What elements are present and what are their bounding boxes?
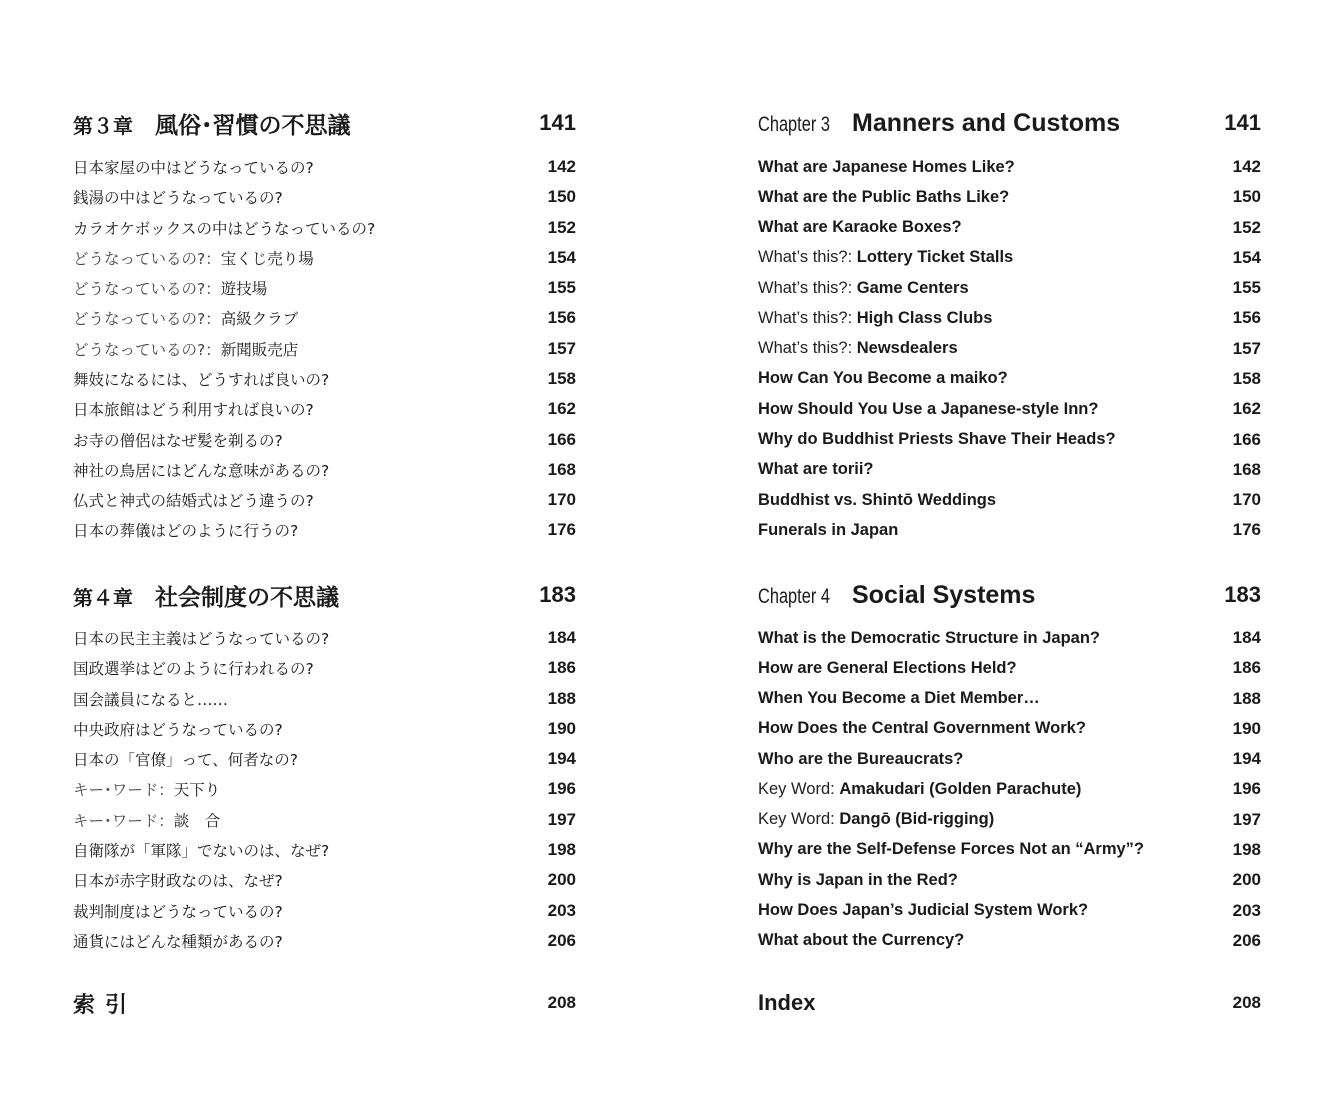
entry-title <box>73 429 283 451</box>
toc-entry[interactable] <box>73 774 576 804</box>
entry-title <box>73 869 283 891</box>
entry-page-number: 194 <box>547 749 576 769</box>
entry-page-number: 196 <box>1232 779 1261 799</box>
entry-prefix: Key Word: <box>758 779 840 798</box>
entry-page-number: 197 <box>1232 809 1261 829</box>
entry-page-number: 203 <box>547 900 576 920</box>
entry-title <box>73 519 298 541</box>
entry-text: 自衛隊が「軍隊」でないのは、なぜ? <box>73 841 330 860</box>
entry-page-number: 158 <box>1232 368 1261 388</box>
entry-page-number: 176 <box>547 520 576 540</box>
toc-entry[interactable] <box>758 334 1261 364</box>
entry-text: What are torii? <box>758 460 874 479</box>
toc-entry[interactable] <box>758 684 1261 714</box>
chapter-number: Chapter 4 <box>758 584 830 608</box>
entry-text: How Can You Become a maiko? <box>758 369 1008 388</box>
toc-entry[interactable] <box>73 926 576 956</box>
entry-page-number: 162 <box>547 399 576 419</box>
toc-entry[interactable] <box>758 865 1261 895</box>
entry-page-number: 188 <box>1232 688 1261 708</box>
toc-entry[interactable] <box>758 152 1261 182</box>
entry-title <box>758 218 962 237</box>
entry-text: Newsdealers <box>856 339 958 358</box>
chapter-page-number: 141 <box>1224 110 1261 135</box>
entry-prefix: どうなっているの?： <box>73 280 221 299</box>
entry-title <box>758 780 1081 799</box>
entry-page-number: 142 <box>547 157 576 177</box>
entry-prefix: What’s this?: <box>758 248 857 267</box>
entry-prefix: どうなっているの?： <box>73 249 221 268</box>
index-heading <box>758 986 1261 1020</box>
toc-entry[interactable] <box>73 394 576 424</box>
entry-prefix: Key Word: <box>758 810 840 829</box>
entry-page-number: 157 <box>1232 338 1261 358</box>
toc-entry[interactable] <box>758 623 1261 653</box>
entry-text: 中央政府はどうなっているの? <box>73 720 283 739</box>
toc-entry[interactable] <box>758 774 1261 804</box>
toc-entry[interactable] <box>73 424 576 454</box>
entry-title <box>73 368 329 390</box>
toc-entry[interactable] <box>73 714 576 744</box>
toc-entry[interactable] <box>73 303 576 333</box>
entry-text: Why are the Self-Defense Forces Not an “Army”? <box>758 840 1145 859</box>
entry-text: 宝くじ売り場 <box>220 249 314 268</box>
entry-title <box>73 900 283 922</box>
entry-page-number: 152 <box>1232 217 1261 237</box>
entry-title <box>73 186 283 208</box>
entry-page-number: 190 <box>1232 718 1261 738</box>
entry-page-number: 188 <box>547 688 576 708</box>
chapter-4-entries <box>758 623 1261 956</box>
index-title: Index <box>758 990 816 1015</box>
entry-text: High Class Clubs <box>856 308 993 327</box>
entry-title <box>73 778 220 800</box>
toc-entry[interactable] <box>73 805 576 835</box>
entry-page-number: 154 <box>547 247 576 267</box>
entry-text: 舞妓になるには、どうすれば良いの? <box>73 370 330 389</box>
chapter-number: Chapter 3 <box>758 112 830 136</box>
entry-page-number: 156 <box>547 308 576 328</box>
entry-text: 神社の鳥居にはどんな意味があるの? <box>73 461 330 480</box>
toc-entry[interactable] <box>758 455 1261 485</box>
entry-prefix: What’s this?: <box>758 308 857 327</box>
entry-text: What is the Democratic Structure in Japan? <box>758 628 1100 647</box>
entry-page-number: 200 <box>1232 870 1261 890</box>
entry-title <box>758 369 1008 388</box>
entry-page-number: 186 <box>547 658 576 678</box>
entry-title <box>758 750 963 769</box>
entry-prefix: What’s this?: <box>758 339 857 358</box>
entry-title <box>73 459 329 481</box>
entry-title <box>73 277 267 299</box>
toc-entry[interactable] <box>758 243 1261 273</box>
toc-entry[interactable] <box>73 623 576 653</box>
entry-title <box>73 307 298 329</box>
entry-text: 談 合 <box>173 811 221 830</box>
entry-text: Dangō (Bid-rigging) <box>839 810 995 829</box>
entry-page-number: 168 <box>1232 459 1261 479</box>
index-page-number: 208 <box>547 993 576 1012</box>
entry-page-number: 176 <box>1232 520 1261 540</box>
entry-text: What are Karaoke Boxes? <box>758 218 962 237</box>
toc-entry[interactable] <box>758 424 1261 454</box>
entry-page-number: 158 <box>547 368 576 388</box>
entry-title <box>758 339 958 358</box>
chapter-number: 第３章 <box>73 113 133 138</box>
entry-text: How are General Elections Held? <box>758 658 1017 677</box>
toc-entry[interactable] <box>73 364 576 394</box>
toc-entry[interactable] <box>73 684 576 714</box>
entry-text: 日本旅館はどう利用すれば良いの? <box>73 401 314 420</box>
toc-entry[interactable] <box>758 394 1261 424</box>
chapter-title: 風俗･習慣の不思議 <box>155 112 351 139</box>
chapter-3-heading <box>758 106 1261 140</box>
entry-page-number: 206 <box>1232 930 1261 950</box>
chapter-page-number: 183 <box>1224 582 1261 607</box>
toc-entry[interactable] <box>73 243 576 273</box>
entry-text: How Should You Use a Japanese-style Inn? <box>758 399 1099 418</box>
entry-text: 仏式と神式の結婚式はどう違うの? <box>73 492 314 511</box>
entry-text: カラオケボックスの中はどうなっているの? <box>73 219 376 238</box>
entry-page-number: 170 <box>1232 490 1261 510</box>
entry-title <box>73 748 298 770</box>
entry-text: 国会議員になると…… <box>73 690 229 709</box>
toc-entry[interactable] <box>73 515 576 545</box>
entry-title <box>758 158 1015 177</box>
entry-title <box>758 309 992 328</box>
toc-entry[interactable] <box>73 835 576 865</box>
entry-title <box>73 627 329 649</box>
toc-entry[interactable] <box>758 364 1261 394</box>
entry-text: When You Become a Diet Member… <box>758 689 1040 708</box>
entry-text: What are Japanese Homes Like? <box>758 157 1015 176</box>
toc-entry[interactable] <box>73 182 576 212</box>
entry-text: 日本が赤字財政なのは、なぜ? <box>73 872 283 891</box>
index-page-number: 208 <box>1232 993 1261 1012</box>
entry-page-number: 166 <box>1232 429 1261 449</box>
entry-title <box>758 840 1144 859</box>
entry-title <box>73 338 298 360</box>
entry-text: What about the Currency? <box>758 931 965 950</box>
entry-prefix: What’s this?: <box>758 278 857 297</box>
entry-prefix: どうなっているの?： <box>73 310 221 329</box>
entry-title <box>758 659 1017 678</box>
toc-entry[interactable] <box>758 515 1261 545</box>
toc-entry[interactable] <box>73 455 576 485</box>
chapter-4-heading <box>73 578 576 612</box>
toc-entry[interactable] <box>73 213 576 243</box>
entry-title <box>73 489 314 511</box>
entry-page-number: 155 <box>547 278 576 298</box>
entry-page-number: 154 <box>1232 247 1261 267</box>
entry-page-number: 150 <box>547 187 576 207</box>
entry-page-number: 150 <box>1232 187 1261 207</box>
entry-text: What are the Public Baths Like? <box>758 187 1010 206</box>
chapter-4-heading <box>758 578 1261 612</box>
entry-text: Why is Japan in the Red? <box>758 870 958 889</box>
entry-text: How Does Japan’s Judicial System Work? <box>758 901 1089 920</box>
entry-text: Funerals in Japan <box>758 520 899 539</box>
entry-text: 日本家屋の中はどうなっているの? <box>73 159 314 178</box>
toc-entry[interactable] <box>758 895 1261 925</box>
entry-text: 銭湯の中はどうなっているの? <box>73 189 283 208</box>
chapter-title: Social Systems <box>852 580 1036 609</box>
toc-entry[interactable] <box>758 835 1261 865</box>
entry-page-number: 196 <box>547 779 576 799</box>
chapter-title: Manners and Customs <box>852 108 1121 137</box>
entry-title <box>73 217 375 239</box>
entry-title <box>758 400 1098 419</box>
entry-text: 通貨にはどんな種類があるの? <box>73 932 283 951</box>
entry-page-number: 155 <box>1232 278 1261 298</box>
chapter-3-entries <box>758 152 1261 545</box>
entry-text: 遊技場 <box>220 280 268 299</box>
entry-text: Amakudari (Golden Parachute) <box>839 779 1082 798</box>
entry-title <box>73 398 314 420</box>
entry-title <box>758 931 964 950</box>
entry-title <box>758 629 1100 648</box>
chapter-3-heading <box>73 106 576 140</box>
toc-entry[interactable] <box>758 926 1261 956</box>
toc-entry[interactable] <box>73 273 576 303</box>
toc-entry[interactable] <box>758 805 1261 835</box>
entry-title <box>758 430 1116 449</box>
entry-title <box>758 521 898 540</box>
toc-entry[interactable] <box>758 273 1261 303</box>
entry-title <box>758 689 1040 708</box>
entry-page-number: 166 <box>547 429 576 449</box>
toc-entry[interactable] <box>73 895 576 925</box>
entry-title <box>73 156 314 178</box>
entry-text: 日本の民主主義はどうなっているの? <box>73 630 330 649</box>
entry-page-number: 156 <box>1232 308 1261 328</box>
entry-page-number: 142 <box>1232 157 1261 177</box>
entry-title <box>73 809 220 831</box>
entry-text: Lottery Ticket Stalls <box>856 248 1014 267</box>
toc-entry[interactable] <box>73 334 576 364</box>
entry-page-number: 162 <box>1232 399 1261 419</box>
entry-text: 新聞販売店 <box>220 340 299 359</box>
entry-text: Who are the Bureaucrats? <box>758 749 964 768</box>
entry-page-number: 200 <box>547 870 576 890</box>
entry-title <box>73 247 314 269</box>
entry-page-number: 186 <box>1232 658 1261 678</box>
entry-text: 日本の「官僚」って、何者なの? <box>73 751 298 770</box>
entry-page-number: 152 <box>547 217 576 237</box>
entry-title <box>758 901 1088 920</box>
chapter-page-number: 141 <box>539 110 576 135</box>
chapter-3-entries <box>73 152 576 545</box>
entry-text: 天下り <box>173 781 221 800</box>
entry-text: Buddhist vs. Shintō Weddings <box>758 490 997 509</box>
entry-text: 国政選挙はどのように行われるの? <box>73 660 314 679</box>
entry-page-number: 184 <box>547 628 576 648</box>
entry-title <box>758 248 1013 267</box>
toc-entry[interactable] <box>758 303 1261 333</box>
toc-entry[interactable] <box>73 152 576 182</box>
entry-title <box>73 718 283 740</box>
entry-title <box>73 839 329 861</box>
entry-title <box>758 719 1086 738</box>
toc-entry[interactable] <box>758 744 1261 774</box>
entry-title <box>758 491 996 510</box>
toc-entry[interactable] <box>73 865 576 895</box>
toc-entry[interactable] <box>73 744 576 774</box>
entry-text: How Does the Central Government Work? <box>758 719 1086 738</box>
entry-title <box>758 871 958 890</box>
chapter-title: 社会制度の不思議 <box>155 584 339 611</box>
entry-page-number: 198 <box>547 839 576 859</box>
entry-text: Game Centers <box>856 278 969 297</box>
entry-title <box>758 279 969 298</box>
entry-prefix: キー･ワード： <box>73 811 174 830</box>
chapter-4-entries <box>73 623 576 956</box>
toc-entry[interactable] <box>758 653 1261 683</box>
toc-entry[interactable] <box>758 182 1261 212</box>
toc-entry[interactable] <box>758 485 1261 515</box>
toc-entry[interactable] <box>73 485 576 515</box>
entry-title <box>758 810 994 829</box>
entry-page-number: 206 <box>547 930 576 950</box>
toc-entry[interactable] <box>758 714 1261 744</box>
entry-title <box>73 688 228 710</box>
entry-title <box>758 460 874 479</box>
entry-text: 裁判制度はどうなっているの? <box>73 902 283 921</box>
entry-text: Why do Buddhist Priests Shave Their Heads? <box>758 430 1116 449</box>
chapter-number: 第４章 <box>73 585 133 610</box>
entry-prefix: どうなっているの?： <box>73 340 221 359</box>
entry-page-number: 198 <box>1232 839 1261 859</box>
entry-page-number: 168 <box>547 459 576 479</box>
entry-page-number: 157 <box>547 338 576 358</box>
entry-title <box>73 657 314 679</box>
index-heading <box>73 986 576 1020</box>
entry-page-number: 194 <box>1232 749 1261 769</box>
entry-title <box>758 188 1009 207</box>
chapter-page-number: 183 <box>539 582 576 607</box>
entry-text: 日本の葬儀はどのように行うの? <box>73 522 299 541</box>
entry-page-number: 170 <box>547 490 576 510</box>
entry-page-number: 190 <box>547 718 576 738</box>
entry-title <box>73 930 283 952</box>
toc-entry[interactable] <box>758 213 1261 243</box>
entry-text: お寺の僧侶はなぜ髪を剃るの? <box>73 431 283 450</box>
entry-page-number: 197 <box>547 809 576 829</box>
toc-entry[interactable] <box>73 653 576 683</box>
entry-page-number: 203 <box>1232 900 1261 920</box>
index-title: 索引 <box>73 992 138 1018</box>
entry-text: 高級クラブ <box>220 310 299 329</box>
entry-prefix: キー･ワード： <box>73 781 174 800</box>
entry-page-number: 184 <box>1232 628 1261 648</box>
